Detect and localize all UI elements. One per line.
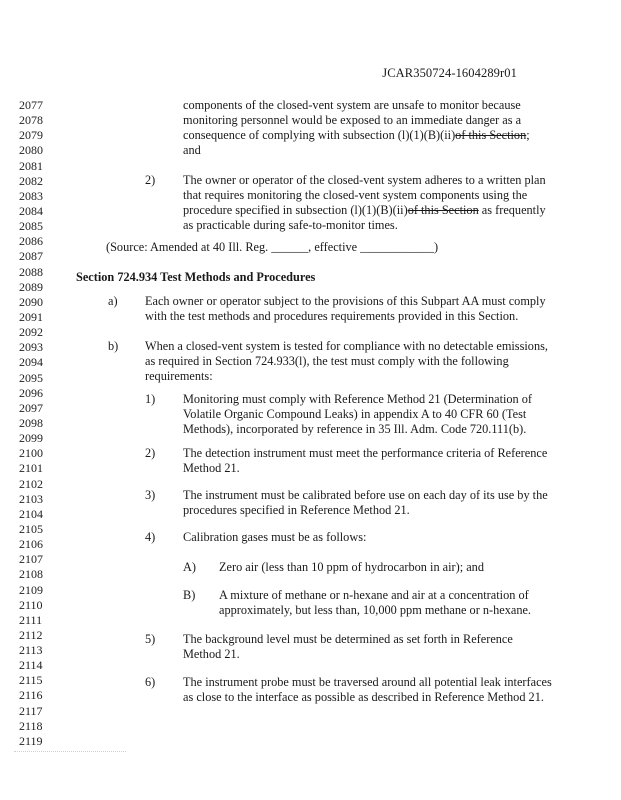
line-number: 2100	[19, 446, 43, 461]
line-number: 2113	[19, 643, 43, 658]
line-number: 2105	[19, 521, 43, 536]
footer-rule	[14, 751, 126, 752]
line-number: 2112	[19, 627, 43, 642]
line-number: 2115	[19, 673, 43, 688]
line-number: 2108	[19, 567, 43, 582]
subsection-marker: b)	[108, 339, 119, 353]
line-number: 2089	[19, 279, 43, 294]
item-text-line: procedures specified in Reference Method 21.	[183, 503, 410, 517]
item-marker: 2)	[145, 446, 156, 460]
line-number: 2107	[19, 552, 43, 567]
line-number: 2104	[19, 506, 43, 521]
subitem-text-line: Zero air (less than 10 ppm of hydrocarbon in air); and	[219, 560, 484, 574]
source-note: (Source: Amended at 40 Ill. Reg. ______, effective ____________)	[106, 240, 439, 254]
line-number: 2077	[19, 98, 43, 112]
line-number: 2102	[19, 476, 43, 491]
item-text-line: Monitoring must comply with Reference Method 21 (Determination of	[183, 392, 533, 406]
item-marker: 4)	[145, 530, 156, 544]
deleted-text: of this Section	[407, 203, 479, 217]
item-text-line: The detection instrument must meet the performance criteria of Reference	[183, 446, 548, 460]
line-number: 2117	[19, 703, 43, 718]
item-marker: 1)	[145, 392, 156, 406]
item-text-line: procedure specified in subsection (l)(1)(B)(ii)of this Section as frequently	[183, 203, 546, 217]
item-text-line: that requires monitoring the closed-vent system components using the	[183, 188, 528, 202]
item-text-line: Calibration gases must be as follows:	[183, 530, 367, 544]
line-number: 2111	[19, 612, 43, 627]
line-number: 2093	[19, 340, 43, 355]
item-text-line: as close to the interface as possible as described in Reference Method 21.	[183, 690, 544, 704]
line-number: 2118	[19, 718, 43, 733]
subitem-text-line: approximately, but less than, 10,000 ppm methane or n-hexane.	[219, 603, 532, 617]
line-number: 2099	[19, 431, 43, 446]
item-text-line: The instrument probe must be traversed around all potential leak interfaces	[183, 675, 552, 689]
line-number: 2092	[19, 325, 43, 340]
item-text-line: The owner or operator of the closed-vent system adheres to a written plan	[183, 173, 546, 187]
item-marker: 5)	[145, 632, 156, 646]
line-number: 2103	[19, 491, 43, 506]
continued-text-line: components of the closed-vent system are unsafe to monitor because	[183, 98, 521, 112]
line-number: 2088	[19, 264, 43, 279]
subitem-text-line: A mixture of methane or n-hexane and air at a concentration of	[219, 588, 529, 602]
item-text-line: Methods), incorporated by reference in 35 Ill. Adm. Code 720.111(b).	[183, 422, 527, 436]
item-marker: 3)	[145, 488, 156, 502]
line-number: 2082	[19, 173, 43, 188]
line-number: 2101	[19, 461, 43, 476]
continued-text-line: and	[183, 143, 201, 157]
line-number: 2085	[19, 219, 43, 234]
item-text-line: Method 21.	[183, 461, 240, 475]
line-number: 2091	[19, 309, 43, 324]
line-number: 2109	[19, 582, 43, 597]
subsection-text-line: When a closed-vent system is tested for compliance with no detectable emissions,	[145, 339, 548, 353]
document-id-header: JCAR350724-1604289r01	[382, 66, 517, 80]
line-number: 2110	[19, 597, 43, 612]
line-number-column	[19, 98, 59, 749]
line-number: 2097	[19, 400, 43, 415]
line-number: 2078	[19, 113, 43, 128]
line-number: 2114	[19, 658, 43, 673]
subitem-marker: B)	[183, 588, 196, 602]
item-marker: 2)	[145, 173, 156, 187]
continued-text-line: consequence of complying with subsection (l)(1)(B)(ii)of this Section;	[183, 128, 530, 142]
subsection-marker: a)	[108, 294, 118, 308]
line-number: 2096	[19, 385, 43, 400]
line-number: 2084	[19, 203, 43, 218]
item-marker: 6)	[145, 675, 156, 689]
line-number: 2119	[19, 733, 43, 748]
line-number: 2094	[19, 355, 43, 370]
line-number: 2081	[19, 158, 43, 173]
subsection-text-line: as required in Section 724.933(l), the test must comply with the following	[145, 354, 509, 368]
section-heading: Section 724.934 Test Methods and Procedures	[76, 270, 316, 284]
subsection-text-line: Each owner or operator subject to the provisions of this Subpart AA must comply	[145, 294, 546, 308]
item-text-line: The instrument must be calibrated before use on each day of its use by the	[183, 488, 548, 502]
line-number: 2086	[19, 234, 43, 249]
line-number: 2095	[19, 370, 43, 385]
item-text-line: Method 21.	[183, 647, 240, 661]
continued-text-line: monitoring personnel would be exposed to an immediate danger as a	[183, 113, 522, 127]
item-text-line: as practicable during safe-to-monitor times.	[183, 218, 398, 232]
subsection-text-line: with the test methods and procedures requirements provided in this Section.	[145, 309, 519, 323]
line-number: 2087	[19, 249, 43, 264]
deleted-text: of this Section	[455, 128, 527, 142]
line-number: 2079	[19, 128, 43, 143]
line-number: 2090	[19, 294, 43, 309]
line-number: 2083	[19, 188, 43, 203]
line-number: 2106	[19, 537, 43, 552]
subitem-marker: A)	[183, 560, 196, 574]
line-number: 2080	[19, 143, 43, 158]
item-text-line: The background level must be determined as set forth in Reference	[183, 632, 513, 646]
line-number: 2098	[19, 415, 43, 430]
line-number: 2116	[19, 688, 43, 703]
item-text-line: Volatile Organic Compound Leaks) in appendix A to 40 CFR 60 (Test	[183, 407, 527, 421]
subsection-text-line: requirements:	[145, 369, 213, 383]
